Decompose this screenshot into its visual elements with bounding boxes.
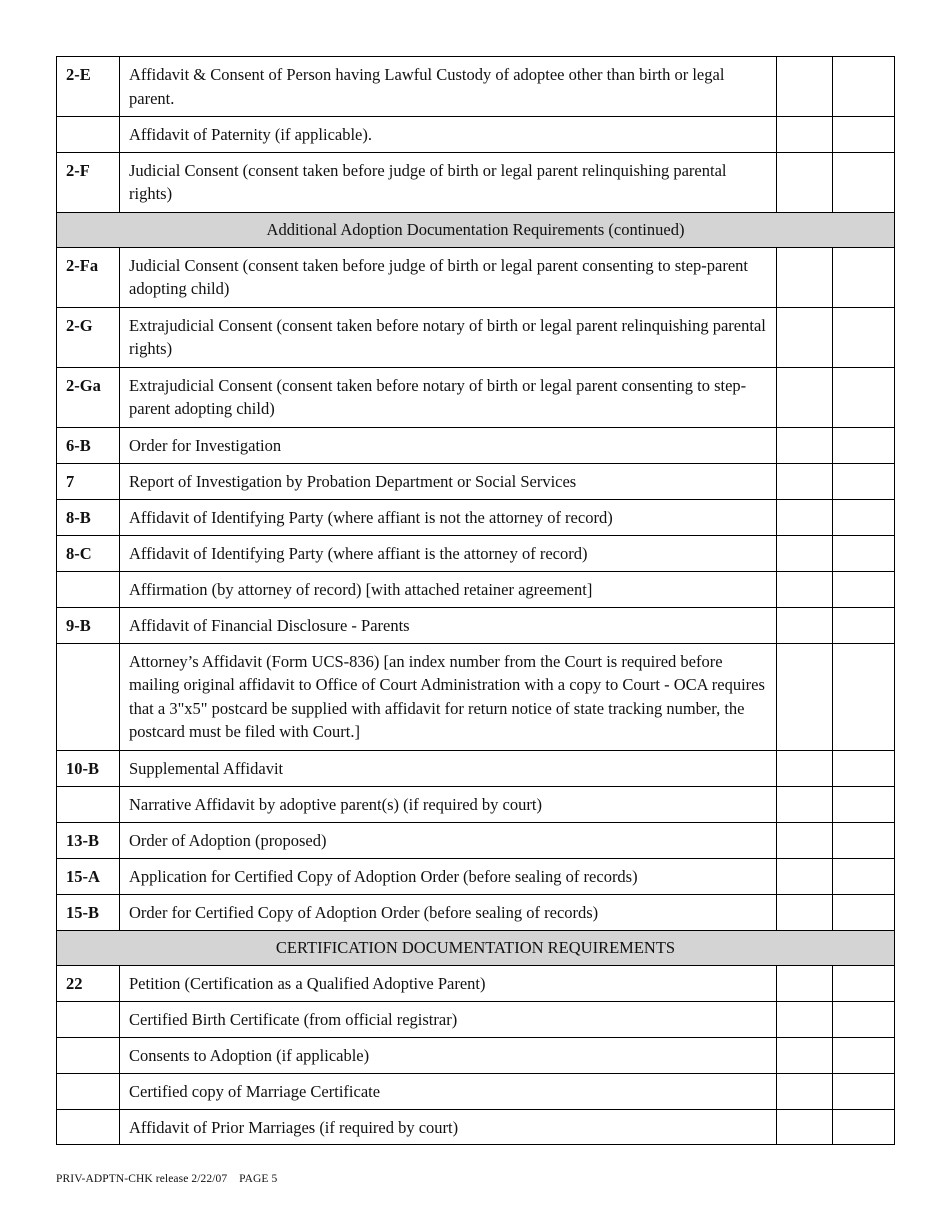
table-row [57,894,895,930]
check-box-second[interactable] [833,247,895,307]
check-box-first[interactable] [777,499,833,535]
check-box-second[interactable] [833,858,895,894]
section-header-row [57,930,895,965]
form-code [57,1109,120,1145]
check-box-second[interactable] [833,965,895,1001]
document-description: Affirmation (by attorney of record) [with attached retainer agreement] [120,571,777,607]
check-box-second[interactable] [833,367,895,427]
table-row [57,152,895,212]
form-code: 13-B [57,822,120,858]
form-code: 8-C [57,535,120,571]
form-code: 15-A [57,858,120,894]
form-code [57,571,120,607]
form-code: 6-B [57,427,120,463]
form-code: 10-B [57,750,120,786]
check-box-second[interactable] [833,307,895,367]
check-box-second[interactable] [833,117,895,153]
document-description: Order for Investigation [120,427,777,463]
check-box-first[interactable] [777,643,833,750]
form-code: 8-B [57,499,120,535]
table-row [57,858,895,894]
document-description: Application for Certified Copy of Adoption Order (before sealing of records) [120,858,777,894]
document-description: Extrajudicial Consent (consent taken before notary of birth or legal parent consenting to step-parent adopting child) [120,367,777,427]
document-checklist-table [56,56,895,1145]
check-box-second[interactable] [833,1073,895,1109]
form-code: 7 [57,463,120,499]
page-number: PAGE 5 [239,1173,278,1185]
form-code [57,117,120,153]
document-description: Affidavit of Identifying Party (where affiant is the attorney of record) [120,535,777,571]
document-description: Petition (Certification as a Qualified Adoptive Parent) [120,965,777,1001]
table-row [57,499,895,535]
document-description: Affidavit & Consent of Person having Lawful Custody of adoptee other than birth or legal parent. [120,57,777,117]
form-code [57,786,120,822]
check-box-first[interactable] [777,427,833,463]
form-code [57,1073,120,1109]
check-box-second[interactable] [833,571,895,607]
check-box-first[interactable] [777,535,833,571]
table-row [57,463,895,499]
check-box-first[interactable] [777,1001,833,1037]
check-box-first[interactable] [777,367,833,427]
form-code: 2-E [57,57,120,117]
check-box-second[interactable] [833,535,895,571]
table-row [57,965,895,1001]
check-box-second[interactable] [833,786,895,822]
section-header-title: CERTIFICATION DOCUMENTATION REQUIREMENTS [57,930,895,965]
check-box-first[interactable] [777,463,833,499]
form-code: 2-Fa [57,247,120,307]
table-row [57,247,895,307]
form-code: 15-B [57,894,120,930]
check-box-second[interactable] [833,1001,895,1037]
section-header-title: Additional Adoption Documentation Requirements (continued) [57,212,895,247]
check-box-first[interactable] [777,57,833,117]
document-description: Consents to Adoption (if applicable) [120,1037,777,1073]
check-box-first[interactable] [777,786,833,822]
check-box-first[interactable] [777,1109,833,1145]
document-description: Report of Investigation by Probation Department or Social Services [120,463,777,499]
table-row [57,117,895,153]
form-code [57,1001,120,1037]
check-box-second[interactable] [833,463,895,499]
check-box-first[interactable] [777,1037,833,1073]
document-description: Affidavit of Financial Disclosure - Parents [120,607,777,643]
check-box-second[interactable] [833,643,895,750]
table-row [57,643,895,750]
check-box-second[interactable] [833,1109,895,1145]
table-row [57,1037,895,1073]
table-row [57,427,895,463]
check-box-first[interactable] [777,607,833,643]
form-code: 2-F [57,152,120,212]
check-box-first[interactable] [777,858,833,894]
document-description: Affidavit of Identifying Party (where affiant is not the attorney of record) [120,499,777,535]
check-box-first[interactable] [777,152,833,212]
document-description: Order of Adoption (proposed) [120,822,777,858]
form-code: 22 [57,965,120,1001]
check-box-first[interactable] [777,750,833,786]
check-box-first[interactable] [777,822,833,858]
table-row [57,571,895,607]
document-description: Affidavit of Paternity (if applicable). [120,117,777,153]
check-box-second[interactable] [833,822,895,858]
section-header-row [57,212,895,247]
document-description: Supplemental Affidavit [120,750,777,786]
page-footer [56,1173,277,1185]
form-code [57,1037,120,1073]
document-description: Narrative Affidavit by adoptive parent(s) (if required by court) [120,786,777,822]
form-code [57,643,120,750]
table-row [57,1001,895,1037]
table-row [57,57,895,117]
check-box-first[interactable] [777,571,833,607]
table-row [57,535,895,571]
table-row [57,1109,895,1145]
check-box-second[interactable] [833,499,895,535]
form-code: 9-B [57,607,120,643]
check-box-second[interactable] [833,894,895,930]
check-box-first[interactable] [777,307,833,367]
document-description: Affidavit of Prior Marriages (if required by court) [120,1109,777,1145]
table-row [57,607,895,643]
document-description: Certified Birth Certificate (from official registrar) [120,1001,777,1037]
table-row [57,307,895,367]
table-row [57,1073,895,1109]
check-box-first[interactable] [777,247,833,307]
table-row [57,822,895,858]
check-box-first[interactable] [777,965,833,1001]
table-row [57,750,895,786]
document-description: Judicial Consent (consent taken before judge of birth or legal parent relinquishing parental rights) [120,152,777,212]
table-row [57,367,895,427]
form-code: 2-Ga [57,367,120,427]
check-box-second[interactable] [833,427,895,463]
document-description: Judicial Consent (consent taken before judge of birth or legal parent consenting to step-parent adopting child) [120,247,777,307]
check-box-first[interactable] [777,894,833,930]
check-box-first[interactable] [777,117,833,153]
check-box-second[interactable] [833,57,895,117]
check-box-second[interactable] [833,750,895,786]
check-box-second[interactable] [833,152,895,212]
document-description: Certified copy of Marriage Certificate [120,1073,777,1109]
check-box-first[interactable] [777,1073,833,1109]
document-description: Order for Certified Copy of Adoption Order (before sealing of records) [120,894,777,930]
table-row [57,786,895,822]
check-box-second[interactable] [833,1037,895,1073]
document-description: Extrajudicial Consent (consent taken before notary of birth or legal parent relinquishing parental rights) [120,307,777,367]
release-label: PRIV-ADPTN-CHK release 2/22/07 [56,1173,228,1185]
document-description: Attorney’s Affidavit (Form UCS-836) [an index number from the Court is required before mailing original affidavit to Office of Court Administration with a copy to Court - OCA requires that a 3"x5" postcard be supplied with affidavit for return notice of state tracking number, the postcard must be filed with Court.] [120,643,777,750]
form-code: 2-G [57,307,120,367]
check-box-second[interactable] [833,607,895,643]
